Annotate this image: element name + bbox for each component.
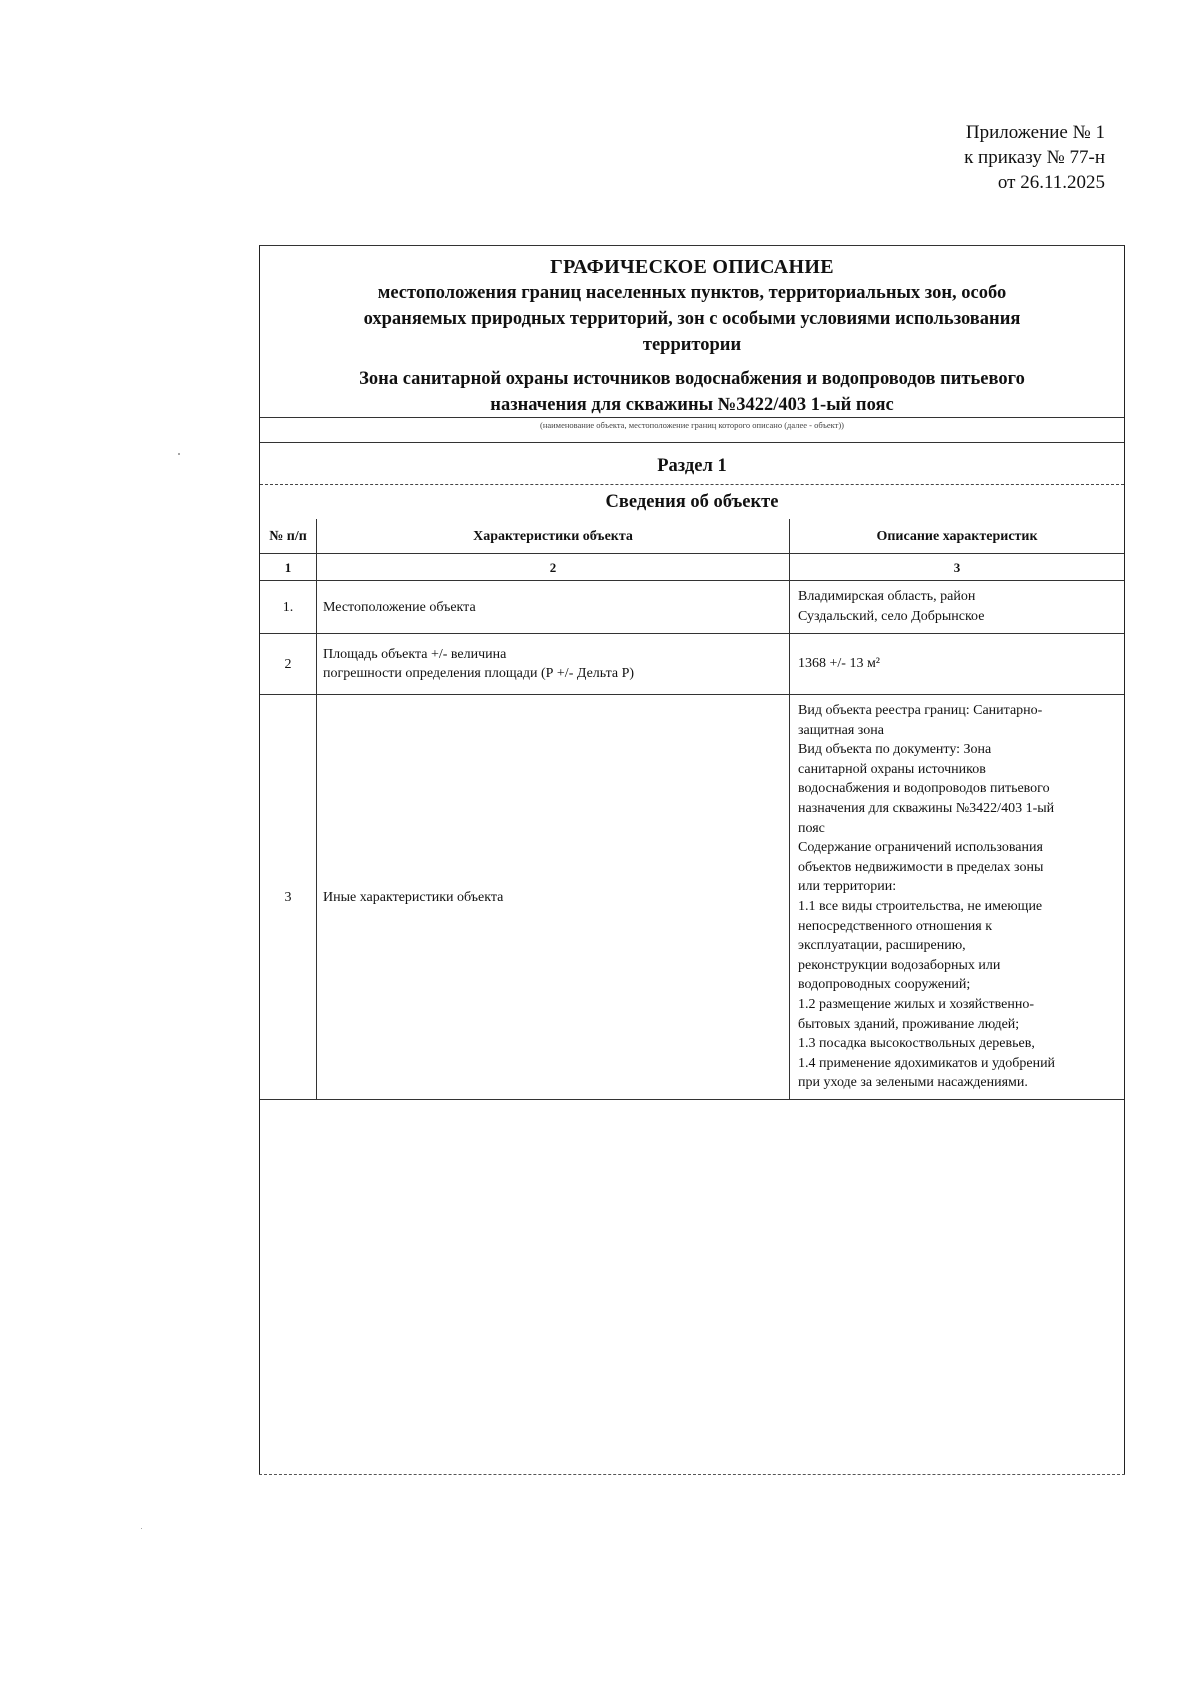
description-line: реконструкции водозаборных или: [798, 957, 1001, 973]
row-characteristic: [317, 634, 790, 695]
column-header-characteristic: Характеристики объекта: [317, 519, 790, 554]
description-line: Вид объекта по документу: Зона: [798, 742, 992, 758]
row-number: 2: [260, 634, 317, 695]
characteristic-line: Площадь объекта +/- величина: [323, 647, 507, 662]
description-line: защитная зона: [798, 722, 884, 738]
divider: [260, 442, 1124, 443]
characteristic-line: Местоположение объекта: [323, 599, 476, 615]
description-line: водоснабжения и водопроводов питьевого: [798, 781, 1050, 797]
row-description: [790, 581, 1125, 634]
column-header-number: № п/п: [260, 519, 317, 554]
description-line: 1.1 все виды строительства, не имеющие: [798, 899, 1043, 914]
description-line: бытовых зданий, проживание людей;: [798, 1016, 1020, 1032]
table-header-row: [260, 519, 1124, 554]
description-line: Владимирская область, район: [798, 589, 976, 605]
column-index: 1: [260, 554, 317, 581]
object-name-line: назначения для скважины №3422/403 1-ый пояс: [490, 395, 894, 415]
description-line: 1.2 размещение жилых и хозяйственно-: [798, 996, 1035, 1012]
section-subtitle: Сведения об объекте: [605, 492, 779, 512]
row-characteristic: [317, 581, 790, 634]
form-subtitle-line: территории: [642, 335, 742, 355]
description-line: объектов недвижимости в пределах зоны: [798, 859, 1044, 875]
form-heading: [260, 254, 1124, 418]
divider: [260, 484, 1124, 485]
scan-speck: [178, 453, 180, 455]
row-description: [790, 695, 1125, 1100]
description-line: или территории:: [798, 879, 897, 895]
description-line: эксплуатации, расширению,: [798, 938, 966, 954]
appendix-reference: [964, 120, 1105, 195]
object-name-line: Зона санитарной охраны источников водоснабжения и водопроводов питьевого: [359, 369, 1025, 389]
description-line: назначения для скважины №3422/403 1-ый: [798, 801, 1055, 817]
form-bottom-border: [259, 1474, 1125, 1475]
row-number: 1.: [260, 581, 317, 634]
description-line: при уходе за зелеными насаждениями.: [798, 1075, 1028, 1091]
graphic-description-form: [259, 245, 1125, 1475]
description-line: санитарной охраны источников: [798, 761, 986, 777]
object-info-table: [260, 519, 1124, 1100]
appendix-number: Приложение № 1: [965, 122, 1105, 143]
description-line: 1.3 посадка высокоствольных деревьев,: [798, 1036, 1035, 1052]
column-index: 2: [317, 554, 790, 581]
characteristic-line: Иные характеристики объекта: [323, 889, 504, 905]
row-description: [790, 634, 1125, 695]
table-row: [260, 581, 1124, 634]
description-line: Содержание ограничений использования: [798, 840, 1043, 856]
column-header-description: Описание характеристик: [790, 519, 1125, 554]
description-line: Суздальский, село Добрынское: [798, 609, 985, 624]
column-index-row: [260, 554, 1124, 581]
description-line: 1.4 применение ядохимикатов и удобрений: [798, 1055, 1056, 1071]
appendix-date: от 26.11.2025: [997, 172, 1105, 193]
section-title: Раздел 1: [657, 456, 727, 476]
characteristic-line: погрешности определения площади (Р +/- Дельта Р): [323, 666, 635, 681]
table-row: [260, 634, 1124, 695]
description-line: водопроводных сооружений;: [798, 977, 971, 993]
description-line: 1368 +/- 13 м²: [798, 656, 881, 672]
row-number: 3: [260, 695, 317, 1100]
scan-speck: [141, 1528, 142, 1529]
form-subtitle-line: местоположения границ населенных пунктов, территориальных зон, особо: [377, 283, 1007, 303]
object-name-caption: (наименование объекта, местоположение границ которого описано (далее - объект)): [539, 420, 845, 430]
row-characteristic: [317, 695, 790, 1100]
column-index: 3: [790, 554, 1125, 581]
table-row: [260, 695, 1124, 1100]
description-line: пояс: [798, 820, 825, 836]
description-line: Вид объекта реестра границ: Санитарно-: [798, 703, 1043, 719]
form-title: ГРАФИЧЕСКОЕ ОПИСАНИЕ: [550, 256, 834, 278]
appendix-order: к приказу № 77-н: [964, 147, 1105, 168]
description-line: непосредственного отношения к: [798, 918, 993, 934]
divider: [260, 417, 1124, 418]
form-subtitle-line: охраняемых природных территорий, зон с особыми условиями использования: [363, 309, 1021, 329]
